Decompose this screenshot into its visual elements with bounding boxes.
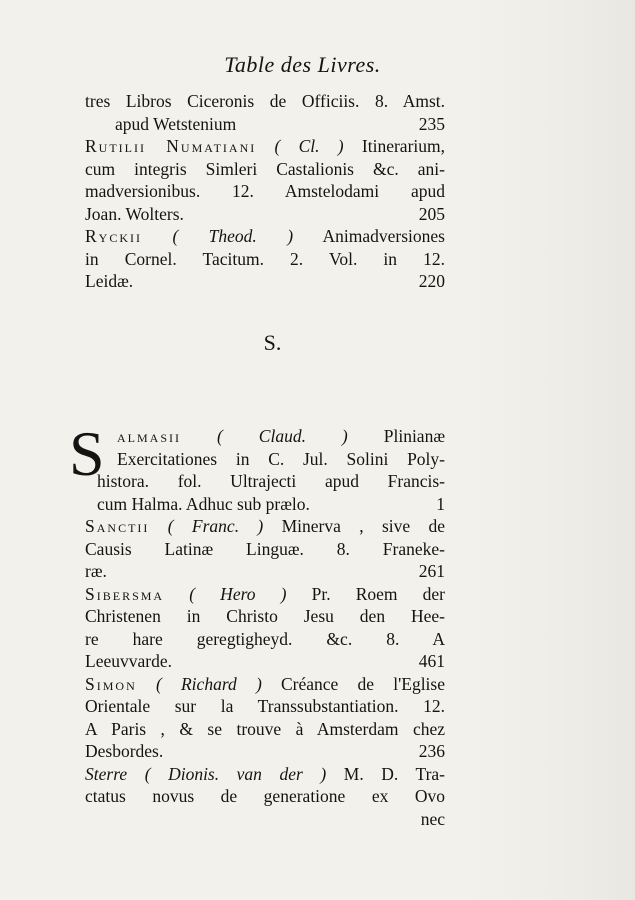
entry-line: tres Libros Ciceronis de Officiis. 8. Amst. — [85, 91, 445, 111]
entry-line: Leeuvvarde. 461 — [85, 651, 445, 671]
author-note: ( Dionis. van der ) — [144, 763, 327, 784]
author-name: Sterre — [85, 763, 128, 784]
entry-salmasii — [69, 418, 446, 515]
entry-line: in Cornel. Tacitum. 2. Vol. in 12. — [85, 248, 445, 269]
author-note: ( Franc. ) — [167, 516, 264, 536]
author-note: ( Theod. ) — [172, 226, 294, 246]
page-number: 205 — [418, 203, 445, 224]
author-name: almasii — [117, 426, 181, 446]
running-header — [0, 52, 635, 78]
author-name: Sibersma — [85, 583, 165, 604]
author-name: Simon — [85, 673, 137, 694]
entries-s — [69, 418, 446, 830]
page-number: 461 — [418, 651, 445, 671]
entries-top — [85, 90, 445, 293]
page-number: 261 — [418, 561, 445, 581]
author-name: Rutilii Numatiani — [85, 136, 257, 156]
entry-head: almasii ( Claud. ) Plinianæ — [117, 426, 446, 446]
entry-line: apud Wetstenium 235 — [115, 113, 445, 134]
entry-line: Joan. Wolters. 205 — [85, 203, 445, 224]
page-number: 235 — [418, 113, 445, 134]
page-gutter-shadow — [470, 0, 635, 900]
author-note: ( Hero ) — [189, 583, 287, 604]
entry-line: Exercitationes in C. Jul. Solini Poly- — [117, 448, 445, 469]
entry-head: Sterre ( Dionis. van der ) M. D. Tra- — [85, 763, 445, 784]
author-note: ( Cl. ) — [274, 136, 344, 156]
author-note: ( Richard ) — [155, 673, 262, 694]
entry-head: Sanctii ( Franc. ) Minerva , sive de — [85, 516, 445, 536]
page-number: 220 — [418, 271, 445, 291]
entry-line: cum Halma. Adhuc sub prælo. 1 — [97, 493, 445, 514]
entry-line: re hare geregtigheyd. &c. 8. A — [85, 628, 445, 649]
entry-line: A Paris , & se trouve à Amsterdam chez — [85, 718, 445, 739]
page-number: 1 — [436, 493, 445, 514]
entry-head: Ryckii ( Theod. ) Animadversiones — [85, 226, 445, 246]
entry-head: Sibersma ( Hero ) Pr. Roem der — [85, 583, 445, 604]
entry-line: Leidæ. 220 — [85, 271, 445, 291]
page-title: Table des Livres. — [224, 52, 381, 77]
catchword-line — [85, 808, 445, 831]
page-number: 236 — [418, 741, 445, 761]
entry-line: Orientale sur la Transsubstantiation. 12. — [85, 696, 445, 716]
entry-line: cum integris Simleri Castalionis &c. ani- — [85, 158, 445, 179]
entry-line: Christenen in Christo Jesu den Hee- — [85, 606, 445, 626]
entry-line: ctatus novus de generatione ex Ovo — [85, 786, 445, 806]
entry-line: ræ. 261 — [85, 561, 445, 581]
author-note: ( Claud. ) — [216, 426, 348, 446]
drop-cap: S — [69, 418, 105, 489]
section-heading: S. — [263, 330, 282, 355]
entry-head: Rutilii Numatiani ( Cl. ) Itinerarium, — [85, 136, 446, 156]
entry-line: madversionibus. 12. Amstelodami apud — [85, 181, 445, 201]
entry-line: Desbordes. 236 — [85, 741, 445, 761]
author-name: Ryckii — [85, 226, 143, 246]
entry-line: histora. fol. Ultrajecti apud Francis- — [97, 471, 445, 491]
entry-head: Simon ( Richard ) Créance de l'Eglise — [85, 673, 445, 694]
catchword: nec — [420, 808, 445, 829]
entry-line: Causis Latinæ Linguæ. 8. Franeke- — [85, 538, 445, 559]
author-name: Sanctii — [85, 516, 150, 536]
